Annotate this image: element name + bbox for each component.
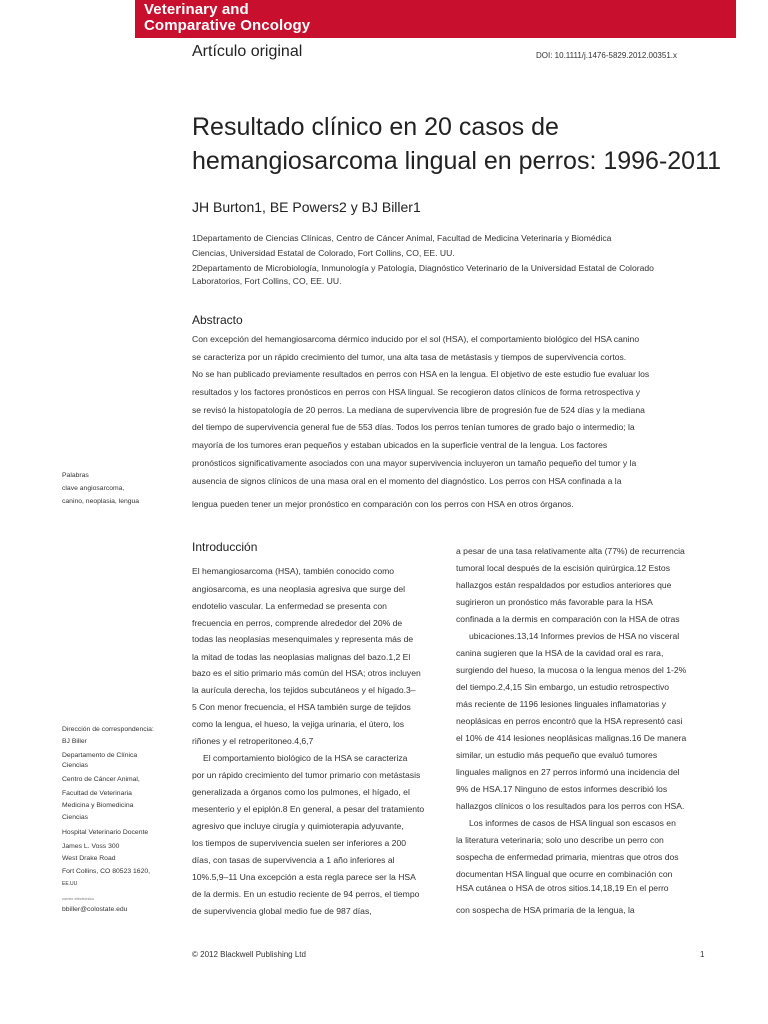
correspondence-line: Ciencias bbox=[62, 762, 89, 769]
intro-left-line: 10%.5,9–11 Una excepción a esta regla parece ser la HSA bbox=[192, 872, 416, 882]
intro-right-line: la literatura veterinaria; solo uno describe un perro con bbox=[456, 835, 664, 845]
journal-name-line1: Veterinary and bbox=[144, 1, 249, 18]
intro-left-line: mesenterio y el epiplón.8 En general, a pesar del tratamiento bbox=[192, 804, 425, 814]
keywords-line: clave angiosarcoma, bbox=[62, 485, 125, 492]
intro-right-line: con sospecha de HSA primaria de la lengua, la bbox=[456, 905, 635, 915]
correspondence-line: West Drake Road bbox=[62, 855, 116, 862]
intro-left-line: los tiempos de supervivencia suelen ser inferiores a 200 bbox=[192, 838, 407, 848]
journal-name-line2: Comparative Oncology bbox=[144, 17, 311, 34]
correspondence-line: BJ Biller bbox=[62, 738, 87, 745]
correspondence-line: Ciencias bbox=[62, 814, 89, 821]
intro-right-line: HSA cutánea o HSA de otros sitios.14,18,19 En el perro bbox=[456, 883, 669, 893]
title-line-1: Resultado clínico en 20 casos de bbox=[192, 113, 559, 141]
intro-left-line: como la lengua, el hueso, la vejiga urinaria, el útero, los bbox=[192, 719, 405, 729]
page-number: 1 bbox=[700, 950, 705, 959]
keywords-line: canino, neoplasia, lengua bbox=[62, 498, 140, 505]
section-label: Artículo original bbox=[192, 43, 303, 60]
intro-right-line: sugirieron un pronóstico más favorable para la HSA bbox=[456, 597, 653, 607]
authors: JH Burton1, BE Powers2 y BJ Biller1 bbox=[192, 199, 421, 215]
abstract-line: Con excepción del hemangiosarcoma dérmico inducido por el sol (HSA), el comportamiento biológico del HSA canino bbox=[192, 334, 640, 344]
intro-left-line: generalizada a órganos como los pulmones, el hígado, el bbox=[192, 787, 410, 797]
intro-left-line: la aurícula derecha, los tejidos subcutáneos y el hígado.3– bbox=[192, 685, 416, 695]
correspondence-line: Centro de Cáncer Animal, bbox=[62, 776, 140, 783]
intro-left-line: El comportamiento biológico de la HSA se caracteriza bbox=[203, 753, 408, 763]
intro-right-line: confinada a la dermis en comparación con la HSA de otras bbox=[456, 614, 680, 624]
affiliation-line: Ciencias, Universidad Estatal de Colorado, Fort Collins, CO, EE. UU. bbox=[192, 248, 455, 258]
abstract-line: ausencia de signos clínicos de una masa oral en el momento del diagnóstico. Los perros con HSA confinada a la bbox=[192, 476, 622, 486]
affiliation-line: Laboratorios, Fort Collins, CO, EE. UU. bbox=[192, 276, 342, 286]
intro-right-line: similar, un estudio más pequeño que evaluó tumores bbox=[456, 750, 658, 760]
intro-right-line: 9% de HSA.17 Ninguno de estos informes describió los bbox=[456, 784, 668, 794]
correspondence-line: Hospital Veterinario Docente bbox=[62, 829, 149, 836]
correspondence-line: James L. Voss 300 bbox=[62, 843, 120, 850]
intro-left-line: riñones y el retroperitoneo.4,6,7 bbox=[192, 736, 314, 746]
intro-left-line: de la dermis. En un estudio reciente de 94 perros, el tiempo bbox=[192, 889, 420, 899]
intro-right-line: surgiendo del hueso, la mucosa o la lengua menos del 1-2% bbox=[456, 665, 687, 675]
intro-left-line: de supervivencia global medio fue de 987 días, bbox=[192, 906, 372, 916]
abstract-line: se caracteriza por un rápido crecimiento del tumor, una alta tasa de metástasis y tiempos de supervivencia cortos. bbox=[192, 352, 627, 362]
intro-right-line: hallazgos están respaldados por estudios anteriores que bbox=[456, 580, 672, 590]
abstract-heading: Abstracto bbox=[192, 313, 243, 327]
intro-left-line: agresivo que incluye cirugía y quimioterapia adyuvante, bbox=[192, 821, 404, 831]
intro-left-line: 5 Con menor frecuencia, el HSA también surge de tejidos bbox=[192, 702, 411, 712]
correspondence-line: correo electrónico bbox=[62, 896, 94, 901]
correspondence-line: Departamento de Clínica bbox=[62, 752, 138, 759]
affiliation-line: 1Departamento de Ciencias Clínicas, Centro de Cáncer Animal, Facultad de Medicina Veterinaria y Biomédica bbox=[192, 233, 612, 243]
intro-right-line: neoplásicas en perros encontró que la HSA representó casi bbox=[456, 716, 683, 726]
correspondence-line: Facultad de Veterinaria bbox=[62, 790, 132, 797]
title-line-2: hemangiosarcoma lingual en perros: 1996-2011 bbox=[192, 147, 722, 175]
correspondence-line: Dirección de correspondencia: bbox=[62, 726, 154, 733]
abstract-line: pronósticos significativamente asociados con una mayor supervivencia incluyeron un tamaño pequeño del tumor y la bbox=[192, 458, 637, 468]
abstract-line: del tiempo de supervivencia general fue de 553 días. Todos los perros tenían tumores de grado bajo o intermedio; la bbox=[192, 422, 635, 432]
affiliation-line: 2Departamento de Microbiología, Inmunología y Patología, Diagnóstico Veterinario de la Universidad Estatal de Colorado bbox=[192, 263, 654, 273]
abstract-line: se revisó la histopatología de 20 perros. La mediana de supervivencia libre de progresión fue de 524 días y la mediana bbox=[192, 405, 645, 415]
intro-right-line: Los informes de casos de HSA lingual son escasos en bbox=[469, 818, 676, 828]
correspondence-line: Fort Collins, CO 80523 1620, bbox=[62, 868, 151, 875]
intro-right-line: sospecha de enfermedad primaria, mientras que otros dos bbox=[456, 852, 679, 862]
abstract-line: lengua pueden tener un mejor pronóstico en comparación con los perros con HSA en otros órganos. bbox=[192, 499, 574, 509]
intro-right-line: del tiempo.2,4,15 Sin embargo, un estudio retrospectivo bbox=[456, 682, 670, 692]
intro-left-line: todas las neoplasias mesenquimales y representa más de bbox=[192, 634, 414, 644]
journal-banner bbox=[135, 0, 736, 38]
intro-left-line: El hemangiosarcoma (HSA), también conocido como bbox=[192, 566, 395, 576]
article-title bbox=[192, 110, 752, 178]
intro-left-line: días, con tasas de supervivencia a 1 año inferiores al bbox=[192, 855, 395, 865]
correspondence-line: Medicina y Biomedicina bbox=[62, 802, 134, 809]
intro-left-line: por un rápido crecimiento del tumor primario con metástasis bbox=[192, 770, 421, 780]
intro-left-line: angiosarcoma, es una neoplasia agresiva que surge del bbox=[192, 584, 406, 594]
intro-right-line: más reciente de 1196 lesiones linguales inflamatorias y bbox=[456, 699, 667, 709]
doi: DOI: 10.1111/j.1476-5829.2012.00351.x bbox=[536, 51, 677, 60]
intro-left-line: endotelio vascular. La enfermedad se presenta con bbox=[192, 601, 387, 611]
keywords-label: Palabras bbox=[62, 472, 89, 479]
copyright: © 2012 Blackwell Publishing Ltd bbox=[192, 950, 306, 959]
intro-left-line: frecuencia en perros, comprende alrededor del 20% de bbox=[192, 618, 403, 628]
intro-right-line: el 10% de 414 lesiones neoplásicas malignas.16 De manera bbox=[456, 733, 687, 743]
abstract-line: resultados y los factores pronósticos en perros con HSA lingual. Se recogieron datos clínicos de forma retrospectiva y bbox=[192, 387, 641, 397]
abstract-line: No se han publicado previamente resultados en perros con HSA en la lengua. El objetivo de este estudio fue evaluar los bbox=[192, 369, 650, 379]
intro-right-line: documentan HSA lingual que ocurre en combinación con bbox=[456, 869, 673, 879]
correspondence-line: EE.UU bbox=[62, 881, 78, 887]
intro-right-line: a pesar de una tasa relativamente alta (77%) de recurrencia bbox=[456, 546, 685, 556]
correspondence-email: bbiller@colostate.edu bbox=[62, 906, 128, 913]
intro-right-line: hallazgos clínicos o los resultados para los perros con HSA. bbox=[456, 801, 685, 811]
intro-right-line: linguales malignos en 27 perros informó una incidencia del bbox=[456, 767, 680, 777]
introduction-heading: Introducción bbox=[192, 540, 258, 554]
intro-right-line: tumoral local después de la escisión quirúrgica.12 Estos bbox=[456, 563, 671, 573]
intro-left-line: bazo es el sitio primario más común del HSA; otros incluyen bbox=[192, 668, 421, 678]
abstract-line: mayoría de los tumores eran pequeños y estaban ubicados en la superficie ventral de la lengua. Los factores bbox=[192, 440, 608, 450]
intro-left-line: la mitad de todas las neoplasias malignas del bazo.1,2 El bbox=[192, 652, 411, 662]
intro-right-line: canina sugieren que la HSA de la cavidad oral es rara, bbox=[456, 648, 664, 658]
intro-right-line: ubicaciones.13,14 Informes previos de HSA no visceral bbox=[469, 631, 680, 641]
